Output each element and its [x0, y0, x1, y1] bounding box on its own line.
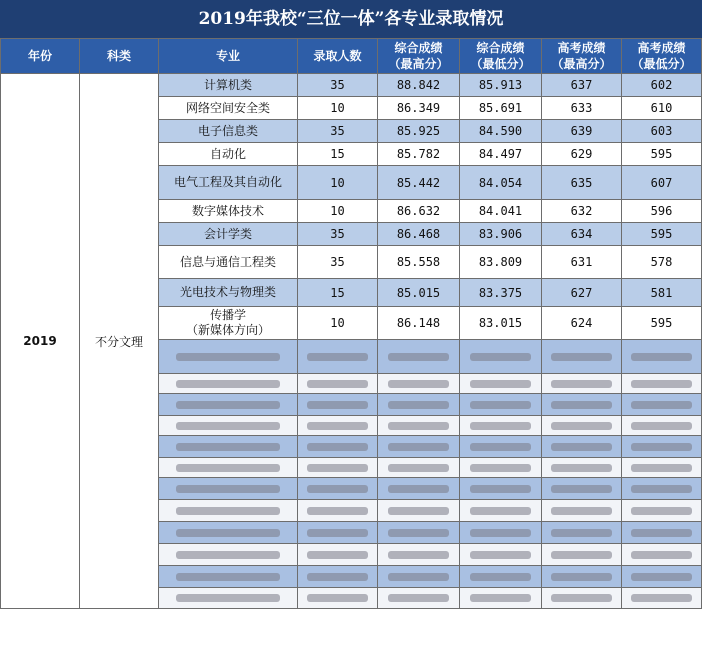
header-text: 综合成绩 （最低分）	[470, 41, 531, 71]
gaokao-max-cell[interactable]: 631	[542, 246, 622, 279]
gaokao-min-cell[interactable]	[622, 544, 702, 566]
obscured-text	[551, 464, 611, 472]
major-cell[interactable]	[159, 74, 298, 97]
obscured-text	[551, 422, 611, 430]
obscured-text	[470, 443, 532, 451]
col-header-composite-min[interactable]	[460, 39, 542, 74]
major-text: 会计学类	[203, 226, 252, 241]
gaokao-max-cell[interactable]	[542, 416, 622, 436]
obscured-text	[551, 529, 611, 537]
gaokao-max-cell[interactable]: 634	[542, 223, 622, 246]
obscured-text	[631, 422, 691, 430]
obscured-text	[631, 380, 691, 388]
year-cell[interactable]: 2019	[1, 74, 80, 609]
col-header-gaokao-max[interactable]	[542, 39, 622, 74]
composite-max-cell[interactable]	[378, 566, 460, 588]
gaokao-min-cell[interactable]: 610	[622, 97, 702, 120]
gaokao-max-cell[interactable]: 627	[542, 279, 622, 307]
major-text: 电子信息类	[197, 123, 258, 138]
composite-min-cell[interactable]	[460, 436, 542, 458]
table-title: 2019年我校“三位一体”各专业录取情况	[0, 0, 702, 38]
obscured-text	[631, 485, 691, 493]
obscured-text	[176, 551, 281, 559]
major-cell[interactable]	[159, 166, 298, 200]
gaokao-min-cell[interactable]: 607	[622, 166, 702, 200]
col-header-major[interactable]: 专业	[159, 39, 298, 74]
gaokao-min-cell[interactable]: 581	[622, 279, 702, 307]
gaokao-min-cell[interactable]: 578	[622, 246, 702, 279]
obscured-text	[470, 380, 532, 388]
gaokao-min-cell[interactable]: 595	[622, 307, 702, 340]
gaokao-min-cell[interactable]: 603	[622, 120, 702, 143]
obscured-text	[307, 464, 367, 472]
composite-min-cell[interactable]	[460, 416, 542, 436]
obscured-text	[176, 573, 281, 581]
major-cell[interactable]	[159, 458, 298, 478]
major-cell[interactable]	[159, 478, 298, 500]
admitted-cell[interactable]	[298, 588, 378, 609]
gaokao-min-cell[interactable]: 602	[622, 74, 702, 97]
obscured-text	[470, 353, 532, 361]
gaokao-min-cell[interactable]	[622, 374, 702, 394]
obscured-text	[470, 464, 532, 472]
composite-max-cell[interactable]: 85.782	[378, 143, 460, 166]
obscured-text	[470, 573, 532, 581]
major-text: 光电技术与物理类	[179, 285, 276, 299]
major-cell[interactable]	[159, 223, 298, 246]
major-text: 数字媒体技术	[191, 203, 264, 218]
obscured-text	[551, 401, 611, 409]
major-cell[interactable]	[159, 200, 298, 223]
composite-max-cell[interactable]	[378, 374, 460, 394]
composite-min-cell[interactable]: 84.590	[460, 120, 542, 143]
composite-max-cell[interactable]: 88.842	[378, 74, 460, 97]
composite-min-cell[interactable]	[460, 544, 542, 566]
gaokao-max-cell[interactable]: 632	[542, 200, 622, 223]
gaokao-max-cell[interactable]	[542, 566, 622, 588]
gaokao-max-cell[interactable]: 624	[542, 307, 622, 340]
major-cell[interactable]	[159, 522, 298, 544]
obscured-text	[388, 485, 450, 493]
gaokao-min-cell[interactable]	[622, 500, 702, 522]
header-text: 高考成绩 （最高分）	[551, 41, 612, 71]
admitted-cell[interactable]	[298, 394, 378, 416]
obscured-text	[551, 507, 611, 515]
gaokao-max-cell[interactable]	[542, 394, 622, 416]
col-header-year[interactable]: 年份	[1, 39, 80, 74]
major-cell[interactable]	[159, 143, 298, 166]
obscured-text	[388, 464, 450, 472]
obscured-text	[551, 353, 611, 361]
composite-min-cell[interactable]	[460, 340, 542, 374]
admitted-cell[interactable]: 10	[298, 307, 378, 340]
obscured-text	[470, 422, 532, 430]
obscured-text	[307, 507, 367, 515]
admitted-cell[interactable]	[298, 478, 378, 500]
admitted-cell[interactable]: 35	[298, 120, 378, 143]
obscured-text	[631, 353, 691, 361]
composite-max-cell[interactable]	[378, 544, 460, 566]
admitted-cell[interactable]	[298, 522, 378, 544]
gaokao-max-cell[interactable]	[542, 522, 622, 544]
table-body	[1, 74, 702, 609]
composite-min-cell[interactable]	[460, 394, 542, 416]
composite-max-cell[interactable]	[378, 394, 460, 416]
composite-min-cell[interactable]: 84.054	[460, 166, 542, 200]
major-cell[interactable]	[159, 500, 298, 522]
major-text: 信息与通信工程类	[179, 254, 276, 269]
obscured-text	[388, 507, 450, 515]
composite-min-cell[interactable]	[460, 566, 542, 588]
gaokao-max-cell[interactable]	[542, 478, 622, 500]
gaokao-min-cell[interactable]	[622, 436, 702, 458]
gaokao-max-cell[interactable]	[542, 588, 622, 609]
composite-min-cell[interactable]: 85.691	[460, 97, 542, 120]
composite-min-cell[interactable]	[460, 500, 542, 522]
obscured-text	[307, 422, 367, 430]
obscured-text	[631, 401, 691, 409]
composite-max-cell[interactable]: 85.925	[378, 120, 460, 143]
obscured-text	[388, 353, 450, 361]
obscured-text	[307, 529, 367, 537]
admitted-cell[interactable]	[298, 436, 378, 458]
composite-min-cell[interactable]	[460, 374, 542, 394]
obscured-text	[307, 551, 367, 559]
gaokao-min-cell[interactable]	[622, 458, 702, 478]
major-text: 自动化	[209, 146, 246, 161]
composite-min-cell[interactable]: 85.913	[460, 74, 542, 97]
admitted-cell[interactable]: 35	[298, 246, 378, 279]
composite-min-cell[interactable]	[460, 458, 542, 478]
major-cell[interactable]	[159, 436, 298, 458]
composite-max-cell[interactable]: 85.442	[378, 166, 460, 200]
obscured-text	[307, 573, 367, 581]
obscured-text	[176, 485, 281, 493]
composite-max-cell[interactable]: 85.558	[378, 246, 460, 279]
admitted-cell[interactable]: 35	[298, 223, 378, 246]
admitted-cell[interactable]	[298, 566, 378, 588]
admitted-cell[interactable]	[298, 544, 378, 566]
composite-min-cell[interactable]	[460, 588, 542, 609]
obscured-text	[631, 529, 691, 537]
composite-max-cell[interactable]	[378, 436, 460, 458]
header-text: 高考成绩 （最低分）	[631, 41, 692, 71]
obscured-text	[307, 401, 367, 409]
obscured-text	[388, 380, 450, 388]
obscured-text	[388, 443, 450, 451]
major-cell[interactable]	[159, 120, 298, 143]
gaokao-max-cell[interactable]: 633	[542, 97, 622, 120]
admission-table	[0, 38, 702, 609]
obscured-text	[631, 573, 691, 581]
admitted-cell[interactable]: 15	[298, 279, 378, 307]
gaokao-min-cell[interactable]	[622, 340, 702, 374]
admitted-cell[interactable]: 10	[298, 200, 378, 223]
gaokao-max-cell[interactable]	[542, 436, 622, 458]
composite-max-cell[interactable]	[378, 416, 460, 436]
composite-max-cell[interactable]: 86.468	[378, 223, 460, 246]
composite-min-cell[interactable]: 83.809	[460, 246, 542, 279]
gaokao-min-cell[interactable]	[622, 566, 702, 588]
admitted-cell[interactable]: 35	[298, 74, 378, 97]
obscured-text	[631, 507, 691, 515]
composite-min-cell[interactable]	[460, 522, 542, 544]
admitted-cell[interactable]: 15	[298, 143, 378, 166]
obscured-text	[388, 594, 450, 602]
gaokao-min-cell[interactable]	[622, 394, 702, 416]
composite-max-cell[interactable]: 86.148	[378, 307, 460, 340]
col-header-gaokao-min[interactable]	[622, 39, 702, 74]
obscured-text	[176, 529, 281, 537]
admitted-cell[interactable]: 10	[298, 97, 378, 120]
gaokao-min-cell[interactable]: 595	[622, 223, 702, 246]
obscured-text	[176, 422, 281, 430]
composite-max-cell[interactable]: 85.015	[378, 279, 460, 307]
major-cell[interactable]	[159, 279, 298, 307]
gaokao-max-cell[interactable]: 635	[542, 166, 622, 200]
composite-min-cell[interactable]: 83.015	[460, 307, 542, 340]
major-cell[interactable]	[159, 394, 298, 416]
composite-max-cell[interactable]	[378, 522, 460, 544]
composite-max-cell[interactable]	[378, 340, 460, 374]
obscured-text	[551, 485, 611, 493]
gaokao-min-cell[interactable]	[622, 522, 702, 544]
gaokao-max-cell[interactable]: 629	[542, 143, 622, 166]
major-text: 计算机类	[203, 77, 252, 92]
header-row	[1, 39, 702, 74]
gaokao-max-cell[interactable]: 637	[542, 74, 622, 97]
major-cell[interactable]	[159, 544, 298, 566]
major-text: 传播学	[209, 308, 246, 322]
admitted-cell[interactable]	[298, 416, 378, 436]
obscured-text	[176, 380, 281, 388]
major-cell[interactable]	[159, 374, 298, 394]
gaokao-max-cell[interactable]	[542, 500, 622, 522]
obscured-text	[470, 551, 532, 559]
composite-max-cell[interactable]	[378, 458, 460, 478]
obscured-text	[631, 551, 691, 559]
obscured-text	[307, 594, 367, 602]
obscured-text	[631, 464, 691, 472]
obscured-text	[470, 401, 532, 409]
obscured-text	[176, 353, 281, 361]
obscured-text	[551, 594, 611, 602]
major-text: （新媒体方向）	[185, 323, 270, 337]
obscured-text	[176, 507, 281, 515]
composite-min-cell[interactable]: 83.375	[460, 279, 542, 307]
category-cell[interactable]: 不分文理	[80, 74, 159, 609]
admitted-cell[interactable]	[298, 374, 378, 394]
composite-max-cell[interactable]	[378, 588, 460, 609]
obscured-text	[470, 529, 532, 537]
gaokao-min-cell[interactable]	[622, 478, 702, 500]
obscured-text	[388, 573, 450, 581]
obscured-text	[551, 380, 611, 388]
table-row	[1, 74, 702, 97]
major-cell[interactable]	[159, 307, 298, 340]
composite-max-cell[interactable]	[378, 478, 460, 500]
major-text: 电气工程及其自动化	[173, 175, 282, 189]
gaokao-max-cell[interactable]: 639	[542, 120, 622, 143]
major-cell[interactable]	[159, 97, 298, 120]
obscured-text	[388, 551, 450, 559]
obscured-text	[176, 594, 281, 602]
major-text: 网络空间安全类	[185, 100, 270, 115]
obscured-text	[551, 443, 611, 451]
obscured-text	[388, 529, 450, 537]
gaokao-max-cell[interactable]	[542, 340, 622, 374]
obscured-text	[631, 594, 691, 602]
obscured-text	[631, 443, 691, 451]
gaokao-min-cell[interactable]: 595	[622, 143, 702, 166]
major-cell[interactable]	[159, 246, 298, 279]
composite-max-cell[interactable]: 86.349	[378, 97, 460, 120]
gaokao-max-cell[interactable]	[542, 458, 622, 478]
admitted-cell[interactable]: 10	[298, 166, 378, 200]
col-header-admitted[interactable]: 录取人数	[298, 39, 378, 74]
obscured-text	[307, 353, 367, 361]
obscured-text	[176, 443, 281, 451]
major-cell[interactable]	[159, 416, 298, 436]
obscured-text	[388, 401, 450, 409]
obscured-text	[307, 485, 367, 493]
gaokao-max-cell[interactable]	[542, 544, 622, 566]
obscured-text	[388, 422, 450, 430]
composite-min-cell[interactable]: 84.497	[460, 143, 542, 166]
gaokao-min-cell[interactable]: 596	[622, 200, 702, 223]
gaokao-min-cell[interactable]	[622, 416, 702, 436]
obscured-text	[551, 573, 611, 581]
major-cell[interactable]	[159, 340, 298, 374]
major-cell[interactable]	[159, 588, 298, 609]
col-header-category[interactable]: 科类	[80, 39, 159, 74]
obscured-text	[307, 380, 367, 388]
obscured-text	[551, 551, 611, 559]
header-text: 综合成绩 （最高分）	[388, 41, 449, 71]
obscured-text	[470, 485, 532, 493]
gaokao-max-cell[interactable]	[542, 374, 622, 394]
obscured-text	[470, 594, 532, 602]
composite-min-cell[interactable]	[460, 478, 542, 500]
composite-min-cell[interactable]: 83.906	[460, 223, 542, 246]
admitted-cell[interactable]	[298, 458, 378, 478]
col-header-composite-max[interactable]	[378, 39, 460, 74]
major-cell[interactable]	[159, 566, 298, 588]
obscured-text	[176, 401, 281, 409]
obscured-text	[307, 443, 367, 451]
admitted-cell[interactable]	[298, 340, 378, 374]
composite-min-cell[interactable]: 84.041	[460, 200, 542, 223]
obscured-text	[176, 464, 281, 472]
composite-max-cell[interactable]: 86.632	[378, 200, 460, 223]
obscured-text	[470, 507, 532, 515]
gaokao-min-cell[interactable]	[622, 588, 702, 609]
admitted-cell[interactable]	[298, 500, 378, 522]
composite-max-cell[interactable]	[378, 500, 460, 522]
